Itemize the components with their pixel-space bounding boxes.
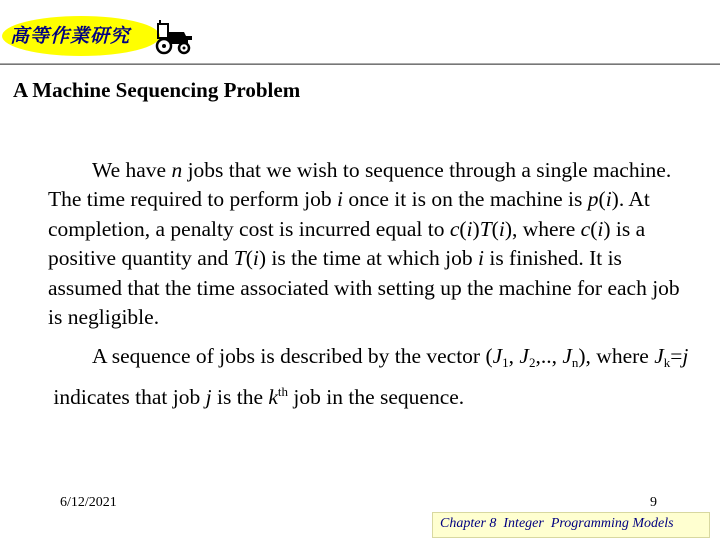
paragraph2-superscript: th xyxy=(277,384,289,400)
paragraph1-text: We have xyxy=(92,158,172,182)
paragraph2-subscript: n xyxy=(571,355,579,370)
paragraph1-var: i xyxy=(477,246,484,271)
paragraph1-text: ( xyxy=(491,216,499,241)
footer-date: 6/12/2021 xyxy=(60,495,117,510)
paragraph1-var: i xyxy=(336,187,343,212)
paragraph1-var: i xyxy=(498,216,505,241)
paragraph2-var: J xyxy=(492,344,503,368)
paragraph1-text: ( xyxy=(598,187,606,212)
paragraph1-var: i xyxy=(597,216,604,241)
paragraph2-text: ), where xyxy=(578,344,655,368)
paragraph1-var: i xyxy=(252,246,259,271)
paragraph1-text: ( xyxy=(459,216,467,241)
slide-title: A Machine Sequencing Problem xyxy=(13,78,301,102)
paragraph1-var: T xyxy=(479,216,492,241)
paragraph1-text: ( xyxy=(590,216,598,241)
paragraph2-subscript: k xyxy=(663,355,671,370)
paragraph1-text: jobs that we wish to sequence through a single machine. The time required to perform job xyxy=(48,158,672,212)
paragraph2-text: = xyxy=(670,344,683,368)
paragraph1-var: p xyxy=(587,187,599,212)
paragraph1-text: ( xyxy=(245,246,253,271)
paragraph2-var: J xyxy=(654,344,664,368)
paragraph2-text: is the xyxy=(211,385,269,410)
paragraph1-var: i xyxy=(466,216,473,241)
paragraph1-text: ) xyxy=(472,216,480,241)
paragraph1-text: ) is a positive quantity and xyxy=(48,216,646,271)
paragraph2-var: j xyxy=(205,385,212,410)
paragraph2-var: J xyxy=(519,344,529,368)
paragraph2-text: ,.., xyxy=(535,344,563,368)
paragraph1-text: ) is the time at which job xyxy=(258,246,478,271)
paragraph1-text: once it is on the machine is xyxy=(342,187,588,212)
paragraph1-var: c xyxy=(580,216,591,241)
paragraph2-text: job in the sequence. xyxy=(288,385,465,410)
paragraph2-subscript: 2 xyxy=(528,355,536,370)
paragraph1-text: ), where xyxy=(504,216,581,241)
footer-page-number: 9 xyxy=(650,495,657,510)
paragraph2-var: J xyxy=(562,344,572,368)
paragraph2-text: , xyxy=(508,344,520,368)
tractor-icon xyxy=(150,18,196,56)
paragraph2-text: indicates that job xyxy=(48,385,206,410)
paragraph1-text: is finished. It is assumed that the time associated with setting up the machine for each job is negligible. xyxy=(48,246,680,330)
footer-chapter-label: Chapter 8 Integer Programming Models xyxy=(440,516,674,531)
header-badge-text: 高等作業研究 xyxy=(10,25,131,47)
paragraph1-var: n xyxy=(171,158,183,182)
paragraph-job-description xyxy=(48,156,693,332)
paragraph2-var: k xyxy=(268,385,278,410)
paragraph1-text: ). At completion, a penalty cost is incurred equal to xyxy=(48,187,650,241)
paragraph-sequence-vector xyxy=(48,342,693,413)
paragraph1-var: i xyxy=(605,187,612,212)
paragraph2-subscript: 1 xyxy=(502,355,509,370)
paragraph1-var: T xyxy=(233,246,246,271)
paragraph1-var: c xyxy=(449,216,460,241)
header-divider xyxy=(0,63,720,65)
paragraph2-text: A sequence of jobs is described by the vector ( xyxy=(92,344,493,368)
paragraph2-var: j xyxy=(682,344,689,368)
